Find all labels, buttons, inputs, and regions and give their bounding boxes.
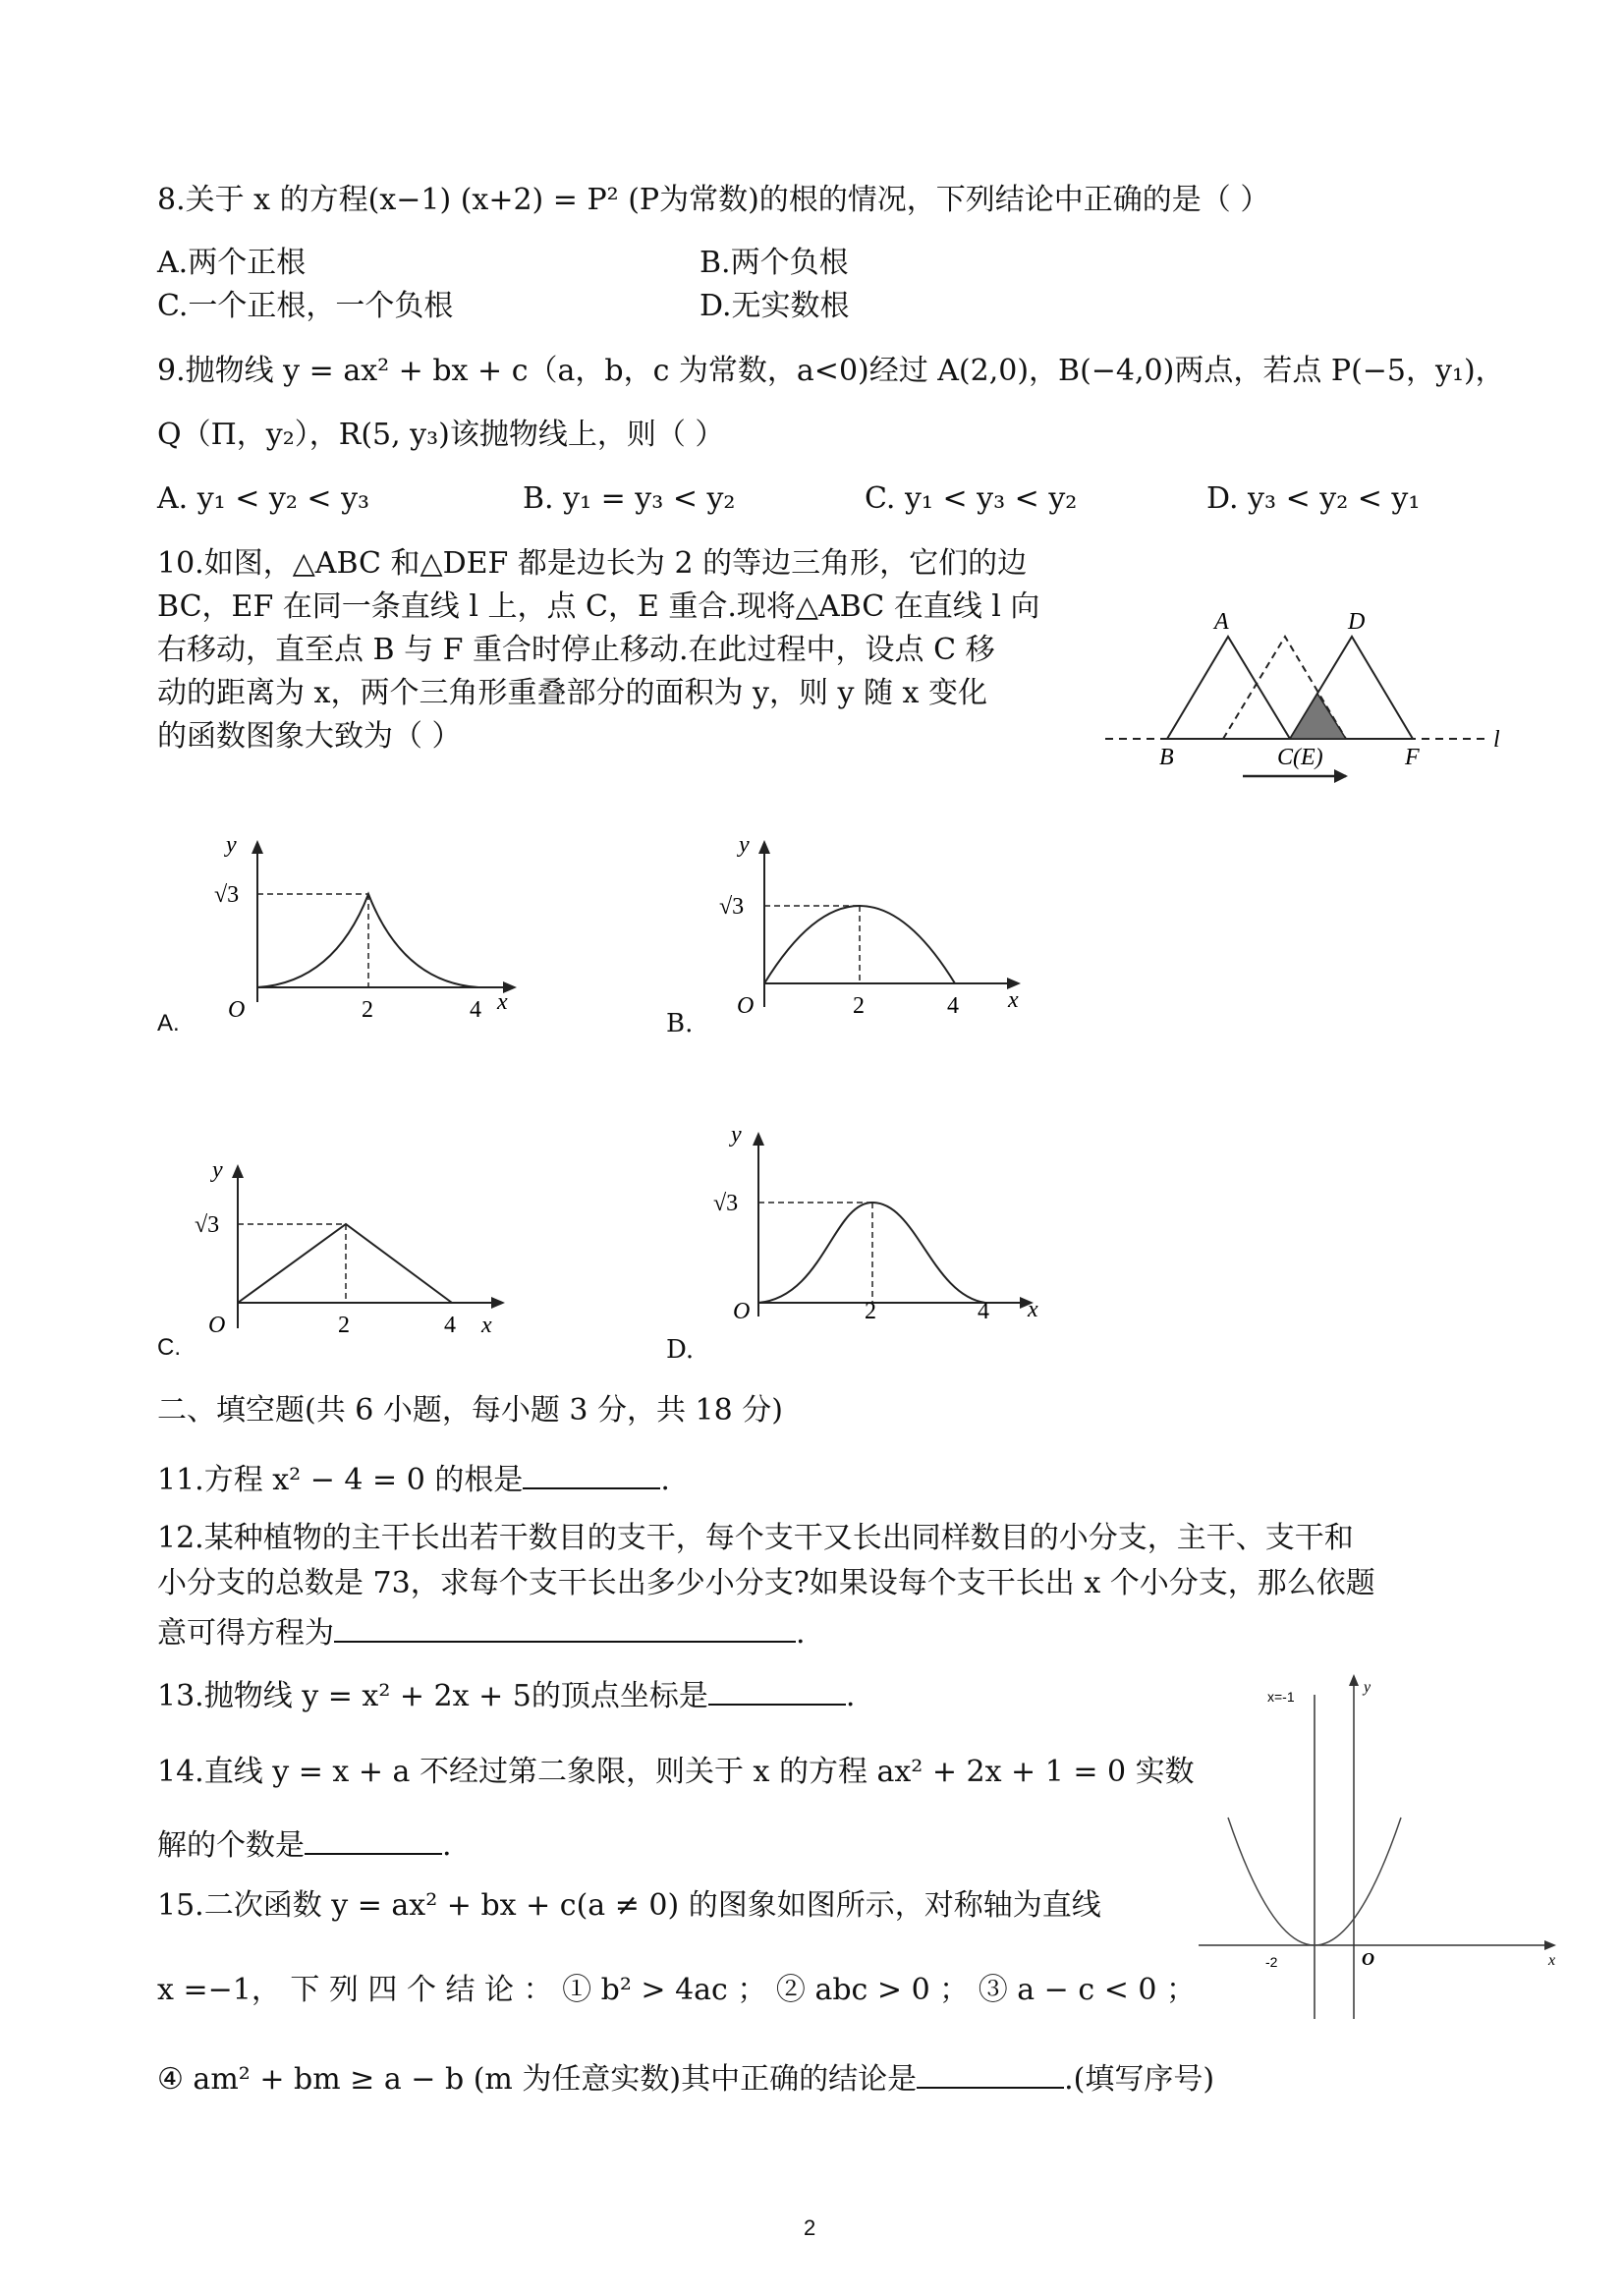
graph-a-sqrt3: √3 xyxy=(214,882,240,908)
graph-b-tick-2: 2 xyxy=(853,993,865,1019)
q9-line1: 9.抛物线 y = ax² + bx + c（a，b，c 为常数，a<0)经过 A(2,0)，B(−4,0)两点，若点 P(−5，y₁)， xyxy=(157,354,1505,388)
q13-end: . xyxy=(845,1679,856,1713)
q12-answer-blank[interactable] xyxy=(334,1611,796,1643)
q15-line1: 15.二次函数 y = ax² + bx + c(a ≠ 0) 的图象如图所示，对称轴为直线 xyxy=(157,1888,1101,1923)
graph-c-tick-4: 4 xyxy=(444,1313,456,1338)
q8-option-b: B.两个负根 xyxy=(700,246,849,280)
graph-c-y: y xyxy=(212,1157,223,1183)
q10-line2: BC，EF 在同一条直线 l 上，点 C，E 重合.现将△ABC 在直线 l 向 xyxy=(157,589,1040,624)
q14-answer-blank[interactable] xyxy=(305,1823,442,1855)
graph-d-origin: O xyxy=(733,1299,751,1324)
graph-c xyxy=(196,1149,531,1346)
graph-a-y: y xyxy=(226,832,237,858)
triangles-figure xyxy=(1100,599,1533,796)
graph-b-tick-4: 4 xyxy=(947,993,959,1019)
q12-line1: 12.某种植物的主干长出若干数目的支干，每个支干又长出同样数目的小分支，主干、支干和 xyxy=(157,1521,1354,1555)
q12-end: . xyxy=(796,1616,806,1651)
graph-d-y: y xyxy=(731,1122,742,1148)
fig-label-b: B xyxy=(1159,745,1174,770)
q15-line3 xyxy=(157,2057,1214,2098)
fig15-y: y xyxy=(1364,1679,1371,1696)
graph-b-sqrt3: √3 xyxy=(719,894,745,920)
q10-line3: 右移动，直至点 B 与 F 重合时停止移动.在此过程中，设点 C 移 xyxy=(157,633,995,667)
fig-label-a: A xyxy=(1214,609,1229,635)
q10-line1: 10.如图，△ABC 和△DEF 都是边长为 2 的等边三角形，它们的边 xyxy=(157,546,1028,581)
q14-end: . xyxy=(442,1828,452,1863)
q13-answer-blank[interactable] xyxy=(708,1674,846,1706)
graph-a-tick-2: 2 xyxy=(362,997,373,1023)
q12-line3-text: 意可得方程为 xyxy=(157,1616,334,1651)
q15-line3-tail: .(填写序号) xyxy=(1064,2062,1215,2097)
q10-line5: 的函数图象大致为（ ） xyxy=(157,719,462,754)
q8-option-d: D.无实数根 xyxy=(700,289,850,323)
fig15-x: x xyxy=(1548,1952,1556,1969)
graph-d-tick-4: 4 xyxy=(978,1299,989,1324)
graph-a xyxy=(196,830,531,1027)
q12-line2: 小分支的总数是 73，求每个支干长出多少小分支?如果设每个支干长出 x 个小分支，那么依题 xyxy=(157,1566,1375,1600)
graph-a-origin: O xyxy=(228,997,246,1023)
section-2-heading: 二、填空题(共 6 小题，每小题 3 分，共 18 分) xyxy=(157,1393,783,1428)
q9-option-a: A. y₁ < y₂ < y₃ xyxy=(157,481,370,516)
graph-a-tick-4: 4 xyxy=(470,997,481,1023)
q11-text: 11.方程 x² − 4 = 0 的根是 xyxy=(157,1463,524,1497)
q12-line3 xyxy=(157,1611,806,1652)
graph-b-x: x xyxy=(1008,987,1019,1013)
q9-option-b: B. y₁ = y₃ < y₂ xyxy=(523,481,736,516)
q10-line4: 动的距离为 x，两个三角形重叠部分的面积为 y，则 y 随 x 变化 xyxy=(157,676,987,710)
fig15-origin: O xyxy=(1362,1949,1374,1969)
q14-line2 xyxy=(157,1823,452,1864)
q11-end: . xyxy=(660,1463,670,1497)
parabola-figure xyxy=(1189,1670,1562,2024)
q8-option-c: C.一个正根，一个负根 xyxy=(157,289,454,323)
q15-answer-blank[interactable] xyxy=(917,2057,1064,2089)
graph-d-tick-2: 2 xyxy=(865,1299,876,1324)
fig-label-d: D xyxy=(1348,609,1366,635)
graph-b-y: y xyxy=(739,832,750,858)
q9-line2: Q（Π，y₂），R(5, y₃)该抛物线上，则（ ） xyxy=(157,418,725,452)
graph-c-letter: C. xyxy=(157,1334,181,1361)
q13-text: 13.抛物线 y = x² + 2x + 5的顶点坐标是 xyxy=(157,1679,708,1713)
q11-answer-blank[interactable] xyxy=(523,1458,660,1489)
fig-label-ce: C(E) xyxy=(1277,745,1323,770)
graph-d-x: x xyxy=(1028,1297,1038,1322)
graph-d xyxy=(705,1120,1059,1324)
graph-a-x: x xyxy=(497,989,508,1015)
graph-b xyxy=(717,830,1051,1027)
q8-option-a: A.两个正根 xyxy=(157,246,307,280)
q9-option-d: D. y₃ < y₂ < y₁ xyxy=(1206,481,1421,516)
q14-line2-text: 解的个数是 xyxy=(157,1828,305,1863)
fig15-minus2: -2 xyxy=(1265,1954,1278,1970)
q11 xyxy=(157,1458,670,1498)
graph-d-sqrt3: √3 xyxy=(713,1191,739,1216)
q8-stem: 8.关于 x 的方程(x−1) (x+2) = P² (P为常数)的根的情况，下列结论中正确的是（ ） xyxy=(157,183,1270,217)
q15-line3-text: ④ am² + bm ≥ a − b (m 为任意实数)其中正确的结论是 xyxy=(157,2062,918,2097)
fig-label-l: l xyxy=(1493,727,1500,753)
graph-b-origin: O xyxy=(737,993,755,1019)
q15-line2: x =−1， 下 列 四 个 结 论 ： ① b² > 4ac ； ② abc > 0 ； ③ a − c < 0 ； xyxy=(157,1973,1196,2007)
fig-label-f: F xyxy=(1405,745,1420,770)
graph-c-x: x xyxy=(481,1313,492,1338)
fig15-axis-label: x=-1 xyxy=(1267,1689,1295,1705)
graph-c-sqrt3: √3 xyxy=(195,1212,220,1238)
graph-d-letter: D. xyxy=(666,1335,695,1365)
graph-b-letter: B. xyxy=(666,1009,694,1038)
q9-option-c: C. y₁ < y₃ < y₂ xyxy=(865,481,1078,516)
q13 xyxy=(157,1674,855,1714)
graph-c-origin: O xyxy=(208,1313,226,1338)
page-number: 2 xyxy=(804,2215,816,2240)
graph-c-tick-2: 2 xyxy=(338,1313,350,1338)
graph-a-letter: A. xyxy=(157,1010,180,1036)
q14-line1: 14.直线 y = x + a 不经过第二象限，则关于 x 的方程 ax² + 2x + 1 = 0 实数 xyxy=(157,1755,1195,1789)
